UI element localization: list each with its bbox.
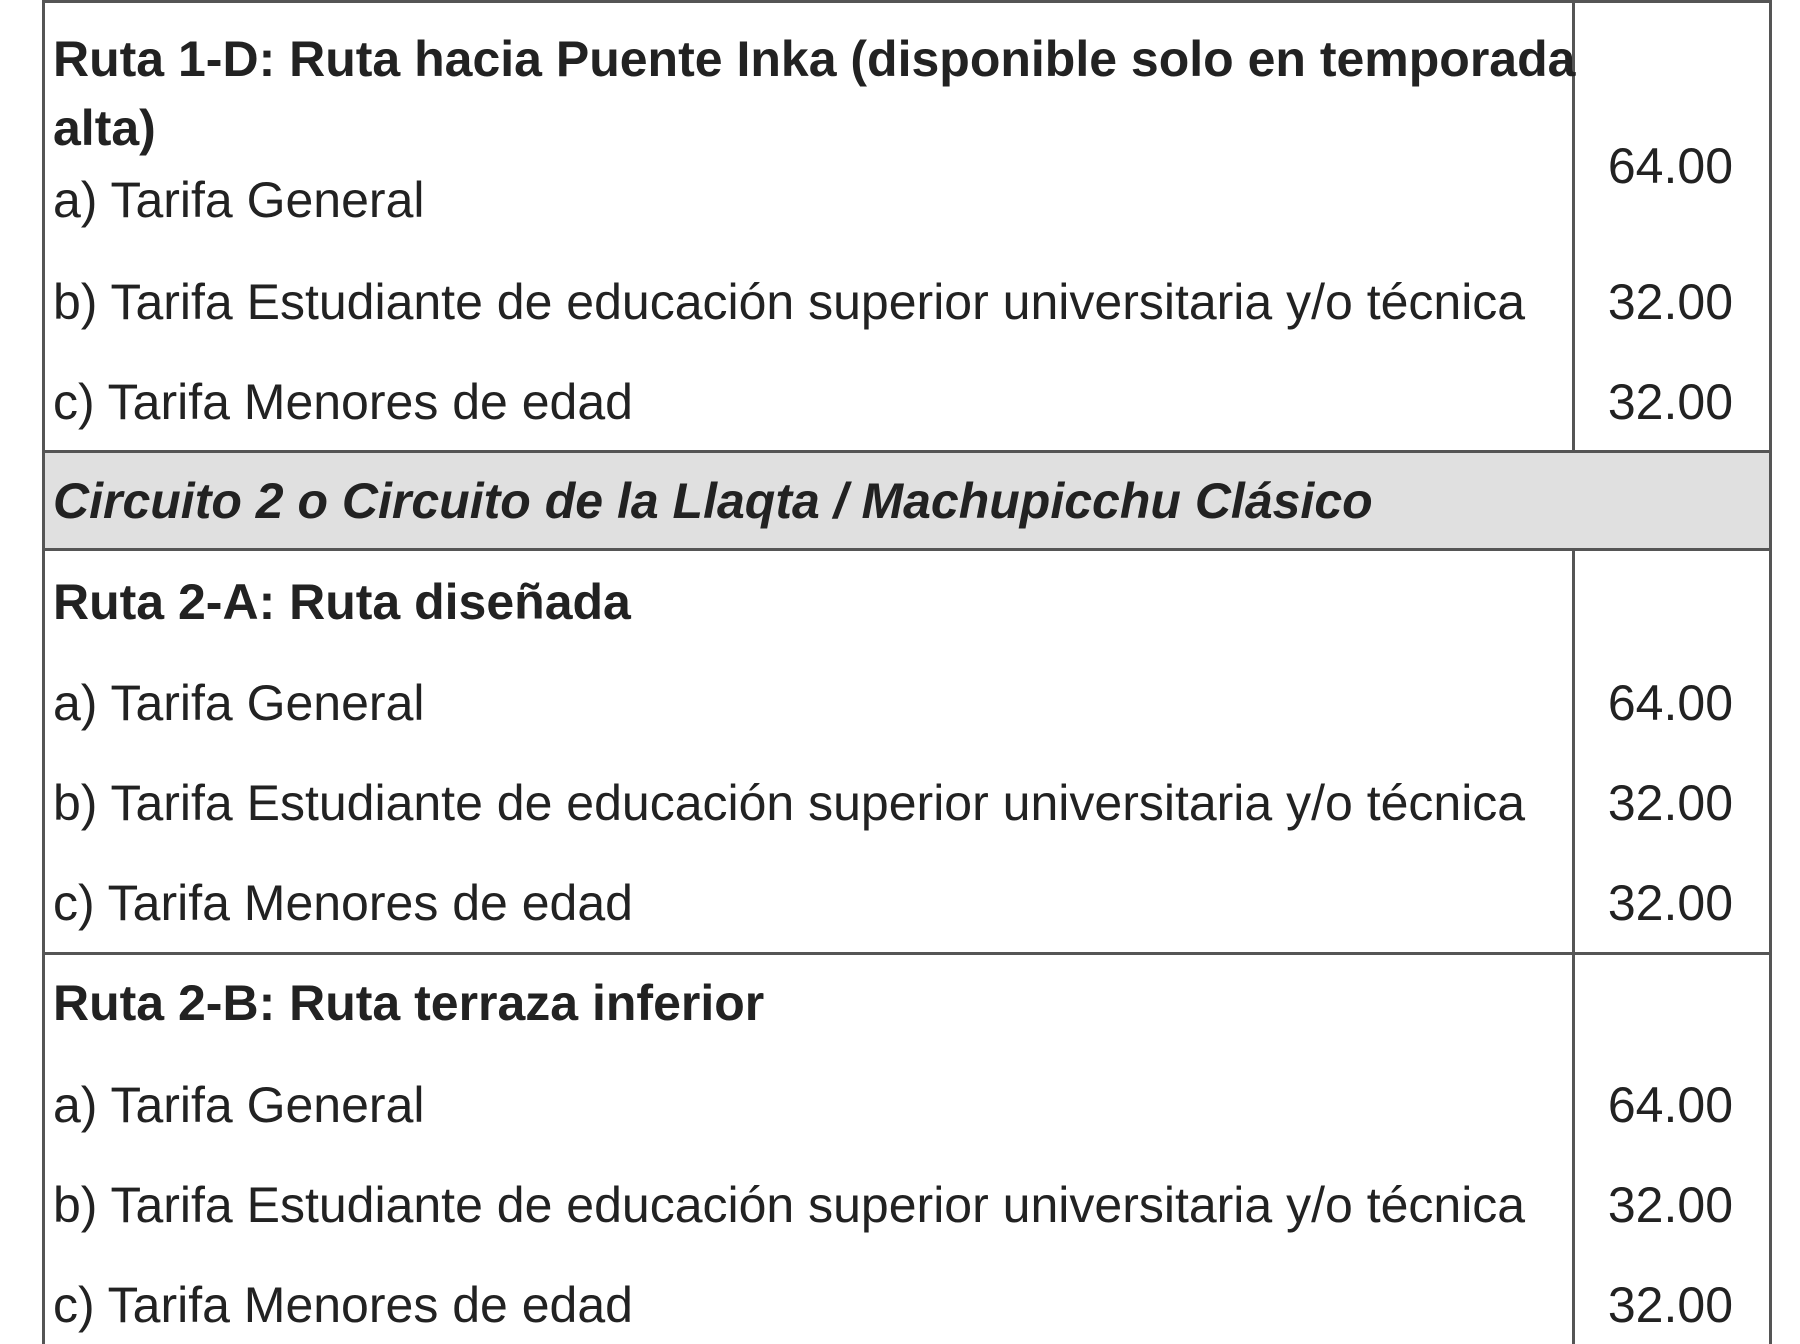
column-divider [1572,551,1575,1344]
row-divider [45,952,1769,955]
tariff-price: 32.00 [1607,875,1733,931]
tariff-label: a) Tarifa General [53,1077,425,1133]
tariff-price: 32.00 [1607,274,1733,330]
tariff-price: 32.00 [1607,374,1733,430]
row-divider [45,548,1769,551]
tariff-price: 32.00 [1607,1177,1733,1233]
route-title: Ruta 2-B: Ruta terraza inferior [53,975,765,1031]
row-divider [45,450,1769,453]
tariff-price: 64.00 [1607,675,1733,731]
circuit-section-title: Circuito 2 o Circuito de la Llaqta / Machupicchu Clásico [53,473,1373,529]
route-title: Ruta 2-A: Ruta diseñada [53,574,631,630]
tariff-label: c) Tarifa Menores de edad [53,374,633,430]
tariff-label: b) Tarifa Estudiante de educación superior universitaria y/o técnica [53,274,1526,330]
tariff-label: b) Tarifa Estudiante de educación superior universitaria y/o técnica [53,775,1526,831]
tariff-label: a) Tarifa General [53,172,425,228]
tariff-label: a) Tarifa General [53,675,425,731]
tariff-table [42,0,1772,1344]
tariff-label: c) Tarifa Menores de edad [53,1277,633,1333]
route-title: Ruta 1-D: Ruta hacia Puente Inka (disponible solo en temporada [53,31,1576,87]
tariff-price: 64.00 [1607,1077,1733,1133]
tariff-label: c) Tarifa Menores de edad [53,875,633,931]
tariff-label: b) Tarifa Estudiante de educación superior universitaria y/o técnica [53,1177,1526,1233]
tariff-price: 32.00 [1607,1277,1733,1333]
tariff-price: 64.00 [1607,138,1733,194]
tariff-price: 32.00 [1607,775,1733,831]
route-title-continuation: alta) [53,100,156,156]
